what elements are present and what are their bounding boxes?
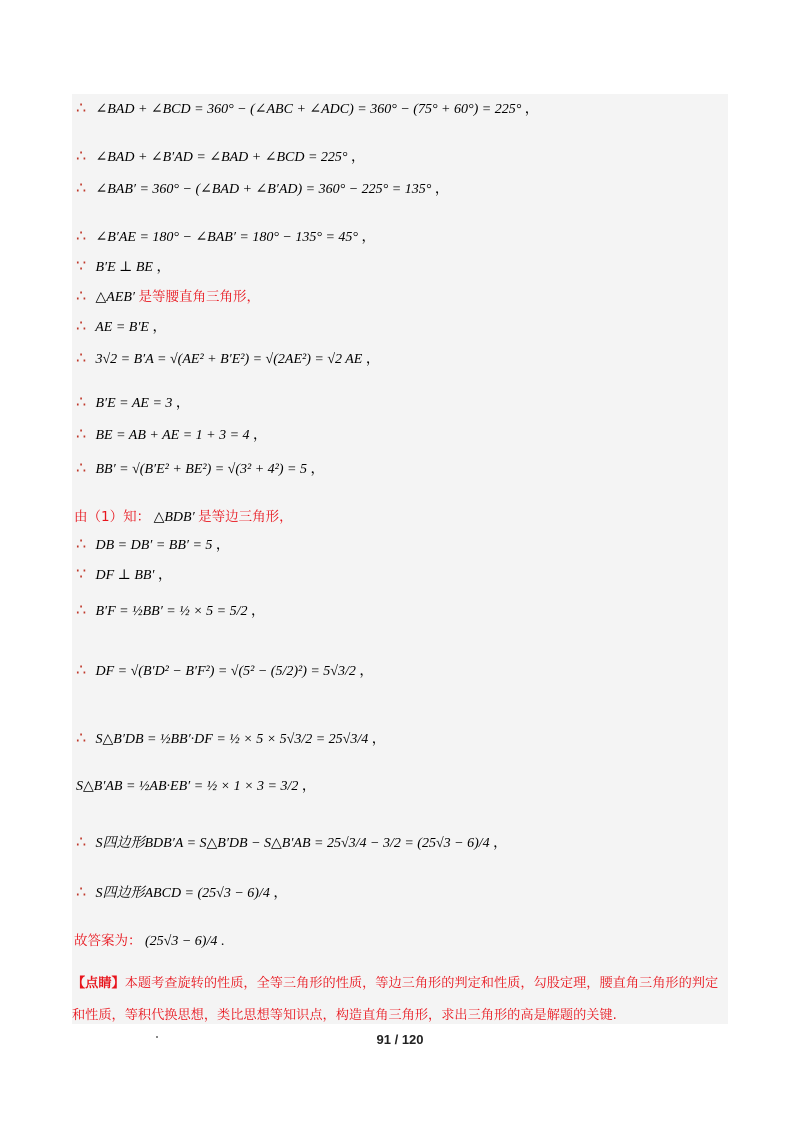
step-line: ∵ B′E ⊥ BE ， [76,258,171,275]
step-formula: BE = AB + AE = 1 + 3 = 4 [95,428,250,443]
step-line [76,288,260,307]
therefore-symbol: ∴ [76,394,87,411]
step-formula: ∠BAB′ = 360° − (∠BAD + ∠B′AD) = 360° − 225° = 135° [95,182,432,197]
step-line: ∴ BB′ = √(B′E² + BE²) = √(3² + 4²) = 5 ， [76,460,325,477]
solution-body [72,94,728,1024]
step-line: ∴ AE = B′E ， [76,318,167,335]
step-formula: DF ⊥ BB′ [95,568,155,583]
step-line: S△B′AB = ½AB·EB′ = ½ × 1 × 3 = 3/2 ， [76,779,316,794]
step-line: ∴ S△B′DB = ½BB′·DF = ½ × 5 × 5√3/2 = 25√3/4 ， [76,730,386,747]
step-formula: S四边形ABCD = (25√3 − 6)/4 [95,886,270,901]
because-symbol: ∵ [76,566,87,583]
therefore-symbol: ∴ [76,228,87,245]
step-line: ∴ BE = AB + AE = 1 + 3 = 4 ， [76,426,268,443]
step-line: ∴ DB = DB′ = BB′ = 5 ， [76,536,230,553]
step-formula: △AEB′ [95,290,135,305]
step-formula: S四边形BDB′A = S△B′DB − S△B′AB = 25√3/4 − 3/2 = (25√3 − 6)/4 [95,836,490,851]
step-conclusion: 是等边三角形， [198,509,293,525]
step-line: ∴ 3√2 = B′A = √(AE² + B′E²) = √(2AE²) = √2 AE ， [76,350,380,367]
key-point-note [72,968,728,1032]
therefore-symbol: ∴ [76,730,87,747]
therefore-symbol: ∴ [76,536,87,553]
step-line: ∴ ∠B′AE = 180° − ∠BAB′ = 180° − 135° = 45° ， [76,228,376,245]
step-conclusion: 是等腰直角三角形， [138,289,260,305]
answer-formula: (25√3 − 6)/4 [145,934,218,949]
therefore-symbol: ∴ [76,350,87,367]
therefore-symbol: ∴ [76,602,87,619]
step-line: ∴ S四边形BDB′A = S△B′DB − S△B′AB = 25√3/4 − 3/2 = (25√3 − 6)/4 ， [76,834,508,851]
step-line: ∴ ∠BAB′ = 360° − (∠BAD + ∠B′AD) = 360° − 225° = 135° ， [76,180,449,197]
answer-lead: 故答案为： [74,933,142,949]
step-formula: DB = DB′ = BB′ = 5 [95,538,213,553]
step-formula: ∠BAD + ∠BCD = 360° − (∠ABC + ∠ADC) = 360° − (75° + 60°) = 225° [95,102,522,117]
page-number [0,1032,800,1047]
step-lead: 由（1）知： [74,509,151,525]
key-point-text: 本题考查旋转的性质，全等三角形的性质，等边三角形的判定和性质，勾股定理，腰直角三角形的判定和性质，等积代换思想，类比思想等知识点，构造直角三角形，求出三角形的高是解题的关键. [72,976,719,1023]
step-line: ∴ B′E = AE = 3 ， [76,394,190,411]
therefore-symbol: ∴ [76,884,87,901]
step-formula: S△B′DB = ½BB′·DF = ½ × 5 × 5√3/2 = 25√3/4 [95,732,369,747]
therefore-symbol: ∴ [76,318,87,335]
therefore-symbol: ∴ [76,148,87,165]
current-page: 91 [376,1032,391,1047]
step-line: ∴ DF = √(B′D² − B′F²) = √(5² − (5/2)²) = 5√3/2 ， [76,662,374,679]
step-formula: DF = √(B′D² − B′F²) = √(5² − (5/2)²) = 5√3/2 [95,664,356,679]
therefore-symbol: ∴ [76,100,87,117]
answer-line: 故答案为： (25√3 − 6)/4 . [74,933,225,949]
step-formula: BB′ = √(B′E² + BE²) = √(3² + 4²) = 5 [95,462,307,477]
step-formula: 3√2 = B′A = √(AE² + B′E²) = √(2AE²) = √2 AE [95,352,363,367]
step-line: ∴ B′F = ½BB′ = ½ × 5 = 5/2 ， [76,602,266,619]
total-pages: 120 [401,1032,424,1047]
step-line: ∵ DF ⊥ BB′ ， [76,566,172,583]
step-line: ∴ ∠BAD + ∠BCD = 360° − (∠ABC + ∠ADC) = 360° − (75° + 60°) = 225° ， [76,100,539,117]
therefore-symbol: ∴ [76,288,87,305]
because-symbol: ∵ [76,258,87,275]
step-formula: B′F = ½BB′ = ½ × 5 = 5/2 [95,604,248,619]
step-formula: AE = B′E [95,320,149,335]
therefore-symbol: ∴ [76,180,87,197]
step-formula: S△B′AB = ½AB·EB′ = ½ × 1 × 3 = 3/2 [76,779,299,794]
step-formula: ∠BAD + ∠B′AD = ∠BAD + ∠BCD = 225° [95,150,348,165]
step-formula: B′E ⊥ BE [95,260,153,275]
therefore-symbol: ∴ [76,662,87,679]
therefore-symbol: ∴ [76,460,87,477]
step-line: ∴ ∠BAD + ∠B′AD = ∠BAD + ∠BCD = 225° ， [76,148,366,165]
step-formula: △BDB′ [153,510,195,525]
key-point-tag: 【点睛】 [72,976,125,991]
step-formula: B′E = AE = 3 [95,396,173,411]
step-line [74,508,293,527]
therefore-symbol: ∴ [76,426,87,443]
therefore-symbol: ∴ [76,834,87,851]
step-line: ∴ S四边形ABCD = (25√3 − 6)/4 ， [76,884,288,901]
page-separator: / [394,1032,399,1047]
step-formula: ∠B′AE = 180° − ∠BAB′ = 180° − 135° = 45° [95,230,359,245]
